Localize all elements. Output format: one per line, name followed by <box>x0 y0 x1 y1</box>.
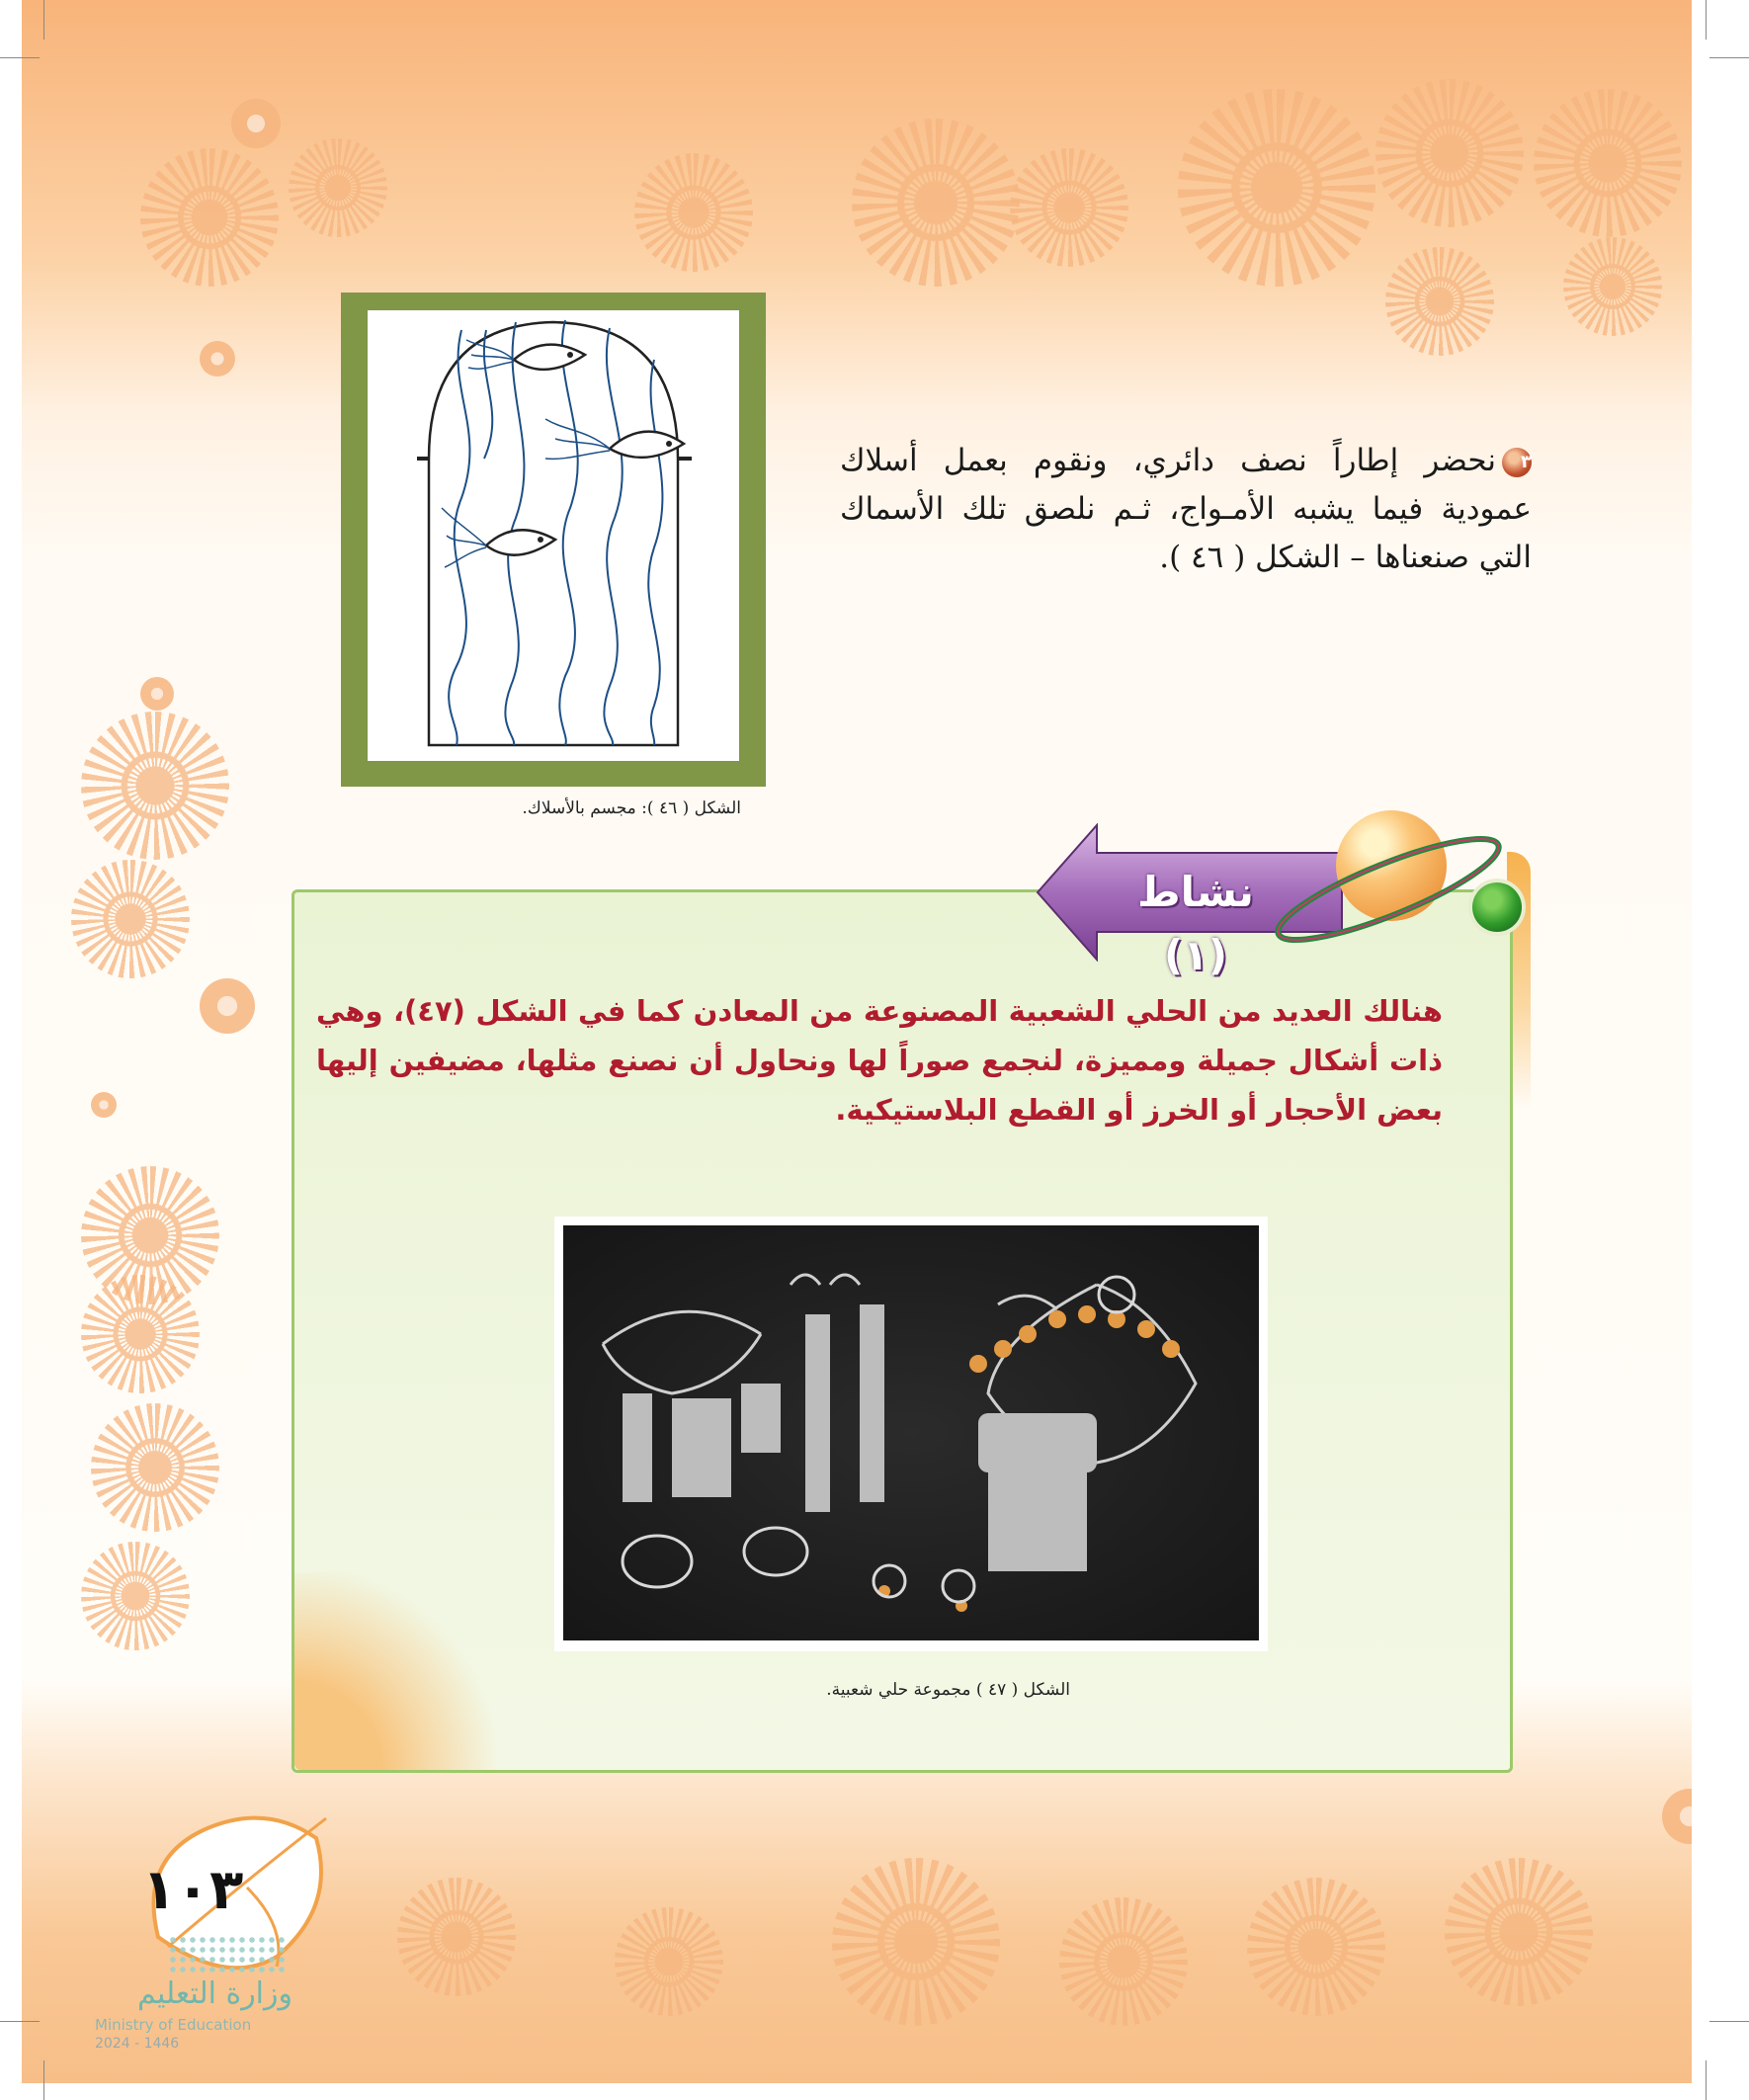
crop-mark <box>43 2060 44 2100</box>
decorative-dot <box>200 341 235 377</box>
figure-46-frame <box>341 293 766 787</box>
crop-mark <box>43 0 44 40</box>
activity-text: هنالك العديد من الحلي الشعبية المصنوعة من المعادن كما في الشكل (٤٧)، وهي ذات أشكال جميلة ومميزة، لنجمع صوراً لها ونحاول أن نصنع مثلها، مضيفين إليها بعض الأحجار أو الخرز أو القطع البلاستيكية. <box>316 994 1443 1127</box>
crop-mark <box>1706 2060 1707 2100</box>
decorative-sun <box>1178 89 1375 287</box>
decorative-dot <box>231 99 281 148</box>
ministry-logo-icon <box>168 1935 287 1974</box>
decorative-sun <box>81 1542 190 1650</box>
decorative-sun <box>140 148 279 287</box>
decorative-sun <box>1385 247 1494 356</box>
decorative-dot <box>91 1092 117 1118</box>
decorative-sun <box>1563 237 1662 336</box>
crop-mark <box>1706 0 1707 40</box>
decorative-sun <box>615 1907 723 2016</box>
ministry-year: 2024 - 1446 <box>95 2036 180 2052</box>
crop-mark <box>1709 57 1749 58</box>
step-3-paragraph <box>840 437 1532 582</box>
activity-title: نشاط (١) <box>1137 868 1254 979</box>
decorative-sun <box>1247 1878 1385 2016</box>
panel-corner-glow <box>294 1572 512 1770</box>
decorative-dot <box>200 978 255 1034</box>
ministry-name-arabic: وزارة التعليم <box>136 1976 292 2011</box>
decorative-sun <box>1534 89 1682 237</box>
figure-47-frame <box>556 1218 1266 1649</box>
decorative-sun <box>397 1878 516 1996</box>
crop-mark <box>0 2021 40 2022</box>
crop-mark <box>1709 2021 1749 2022</box>
decorative-sun <box>832 1858 1000 2026</box>
decorative-sun <box>289 138 387 237</box>
step-number-badge: ٣ <box>1502 448 1532 477</box>
decorative-sun <box>852 119 1020 287</box>
decorative-dot <box>1662 1789 1692 1844</box>
figure-46-image <box>368 310 739 761</box>
jewelry-photo <box>563 1225 1259 1640</box>
decorative-sun <box>634 153 753 272</box>
figure-46-caption: الشكل ( ٤٦ ): مجسم بالأسلاك. <box>522 798 741 818</box>
step-3-text: نحضر إطاراً نصف دائري، ونقوم بعمل أسلاك عمودية فيما يشبه الأمـواج، ثـم نلصق تلك الأسماك التي صنعناها – الشكل ( ٤٦ ). <box>840 443 1532 575</box>
decorative-sun <box>1010 148 1128 267</box>
activity-green-dot <box>1472 882 1522 932</box>
decorative-sun <box>1059 1897 1188 2026</box>
decorative-sun <box>91 1403 219 1532</box>
decorative-sun <box>81 712 229 860</box>
decorative-sun <box>71 860 190 978</box>
decorative-dot <box>140 677 174 711</box>
page-number: ١٠٣ <box>141 1858 244 1922</box>
crop-mark <box>0 57 40 58</box>
ministry-name-english: Ministry of Education <box>95 2016 252 2034</box>
decorative-sun <box>1375 79 1524 227</box>
figure-47-photo <box>563 1225 1259 1640</box>
wire-sculpture-drawing <box>368 310 739 761</box>
activity-orbit-ring <box>1265 815 1512 964</box>
decorative-sun <box>81 1275 200 1393</box>
decorative-sun <box>1445 1858 1593 2006</box>
figure-47-caption: الشكل ( ٤٧ ) مجموعة حلي شعبية. <box>826 1680 1070 1700</box>
